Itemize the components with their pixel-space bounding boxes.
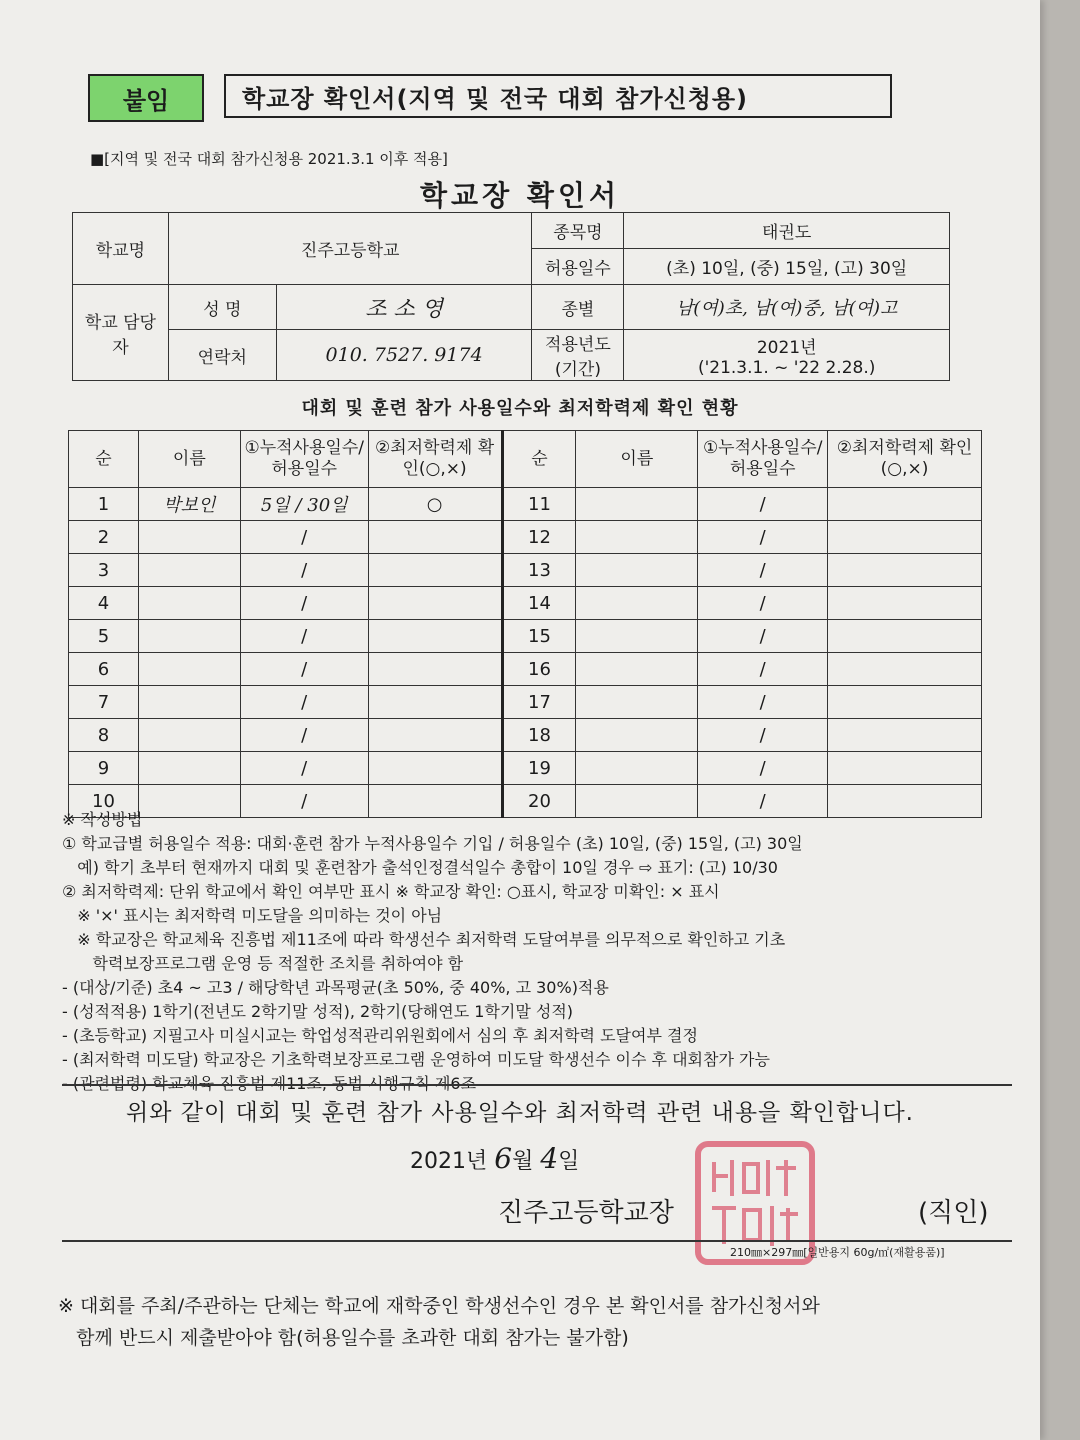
col-no-right: 순 (502, 431, 576, 488)
cell-no: 5 (69, 620, 139, 653)
note-line: - (성적적용) 1학기(전년도 2학기말 성적), 2학기(당해연도 1학기말 성적) (62, 1002, 574, 1021)
cell-no: 4 (69, 587, 139, 620)
col-name-right: 이름 (576, 431, 698, 488)
cell-name (576, 587, 698, 620)
table-row (69, 587, 982, 620)
cell-check (828, 752, 982, 785)
note-line: ※ 학교장은 학교체육 진흥법 제11조에 따라 학생선수 최저학력 도달여부를 의무적으로 확인하고 기초 (62, 930, 786, 949)
cell-name (138, 620, 240, 653)
cell-name (576, 653, 698, 686)
cell-days: / (698, 554, 828, 587)
cell-check (828, 554, 982, 587)
cell-days: / (240, 554, 368, 587)
event-label: 종목명 (532, 213, 624, 249)
cell-check (368, 587, 502, 620)
cell-days: / (698, 620, 828, 653)
cell-name: 박보인 (138, 488, 240, 521)
cell-days: / (698, 785, 828, 818)
note-line: ① 학교급별 허용일수 적용: 대회·훈련 참가 누적사용일수 기입 / 허용일수 (초) 10일, (중) 15일, (고) 30일 (62, 834, 803, 853)
year-value: 2021년 (756, 337, 817, 358)
cell-name (138, 521, 240, 554)
cell-days: / (240, 653, 368, 686)
cell-no: 16 (502, 653, 576, 686)
school-value: 진주고등학교 (168, 213, 532, 285)
cell-days: / (240, 686, 368, 719)
cell-check (368, 521, 502, 554)
note-line: - (관련법령) 학교체육 진흥법 제11조, 동법 시행규칙 제6조 (62, 1074, 477, 1093)
info-table (72, 212, 950, 381)
cell-no: 18 (502, 719, 576, 752)
cell-days: / (240, 620, 368, 653)
cell-no: 1 (69, 488, 139, 521)
cell-check (828, 620, 982, 653)
cell-no: 7 (69, 686, 139, 719)
cell-check (368, 719, 502, 752)
cell-no: 14 (502, 587, 576, 620)
col-no: 순 (69, 431, 139, 488)
allowed-days-label: 허용일수 (532, 249, 624, 285)
cell-name (576, 719, 698, 752)
document-title: 학교장 확인서 (419, 179, 621, 212)
name-label: 성 명 (168, 285, 276, 330)
cell-no: 9 (69, 752, 139, 785)
cell-name (138, 719, 240, 752)
cell-days: / (240, 785, 368, 818)
cell-check (368, 752, 502, 785)
cell-no: 10 (69, 785, 139, 818)
cell-name (138, 587, 240, 620)
paper-spec: 210㎜×297㎜[일반용지 60g/㎡(재활용품)] (730, 1246, 945, 1259)
cell-check (828, 686, 982, 719)
cell-no: 15 (502, 620, 576, 653)
date-day: 4 (540, 1142, 559, 1175)
instructions (62, 808, 1002, 1096)
date-day-unit: 일 (558, 1149, 580, 1174)
cell-days: / (698, 752, 828, 785)
cell-check (368, 686, 502, 719)
note-line: - (대상/기준) 초4 ~ 고3 / 해당학년 과목평균(초 50%, 중 40%, 고 30%)적용 (62, 978, 609, 997)
cell-name (138, 752, 240, 785)
col-days-right: ①누적사용일수/허용일수 (698, 431, 828, 488)
type-value: 남(여)초, 남(여)중, 남(여)고 (624, 285, 950, 330)
cell-check (828, 653, 982, 686)
header-title: 학교장 확인서(지역 및 전국 대회 참가신청용) (224, 74, 892, 118)
cell-no: 12 (502, 521, 576, 554)
cell-days: / (240, 752, 368, 785)
cell-check (828, 719, 982, 752)
school-label: 학교명 (73, 213, 169, 285)
cell-days: 5일 / 30일 (240, 488, 368, 521)
cell-no: 8 (69, 719, 139, 752)
cell-check (368, 554, 502, 587)
manager-label: 학교 담당자 (73, 285, 169, 381)
cell-no: 2 (69, 521, 139, 554)
type-label: 종별 (532, 285, 624, 330)
contact-label: 연락처 (168, 330, 276, 381)
confirmation-statement: 위와 같이 대회 및 훈련 참가 사용일수와 최저학력 관련 내용을 확인합니다. (126, 1100, 914, 1126)
signer-name: 진주고등학교장 (498, 1198, 674, 1228)
cell-days: / (240, 587, 368, 620)
document-header (88, 74, 892, 122)
col-check-right: ②최저학력제 확인(○,×) (828, 431, 982, 488)
allowed-days-value: (초) 10일, (중) 15일, (고) 30일 (624, 249, 950, 285)
cell-no: 17 (502, 686, 576, 719)
signature-date (410, 1142, 579, 1175)
table-row (69, 719, 982, 752)
col-days: ①누적사용일수/허용일수 (240, 431, 368, 488)
cell-no: 3 (69, 554, 139, 587)
table-row (69, 554, 982, 587)
cell-no: 19 (502, 752, 576, 785)
year-label: 적용년도 (기간) (532, 330, 624, 381)
contact-value: 010. 7527. 9174 (276, 330, 532, 381)
cell-name (138, 554, 240, 587)
note-line: 예) 학기 초부터 현재까지 대회 및 훈련참가 출석인정결석일수 총합이 10일 경우 ⇨ 표기: (고) 10/30 (62, 858, 778, 877)
attachment-tag: 붙임 (88, 74, 204, 122)
date-year: 2021년 (410, 1149, 488, 1174)
divider (62, 1240, 1012, 1242)
cell-days: / (698, 719, 828, 752)
table-row (69, 752, 982, 785)
cell-name (138, 653, 240, 686)
cell-check (828, 521, 982, 554)
cell-name (576, 620, 698, 653)
date-month-unit: 월 (512, 1149, 534, 1174)
date-month: 6 (494, 1142, 513, 1175)
footnote (58, 1290, 1008, 1354)
cell-no: 13 (502, 554, 576, 587)
cell-name (576, 554, 698, 587)
table-header-row (69, 431, 982, 488)
period-value: ('21.3.1. ~ '22 2.28.) (697, 357, 876, 378)
cell-days: / (698, 686, 828, 719)
col-name: 이름 (138, 431, 240, 488)
cell-name (138, 686, 240, 719)
cell-check (368, 653, 502, 686)
cell-days: / (698, 488, 828, 521)
seal-label: (직인) (918, 1198, 989, 1228)
note-line: - (최저학력 미도달) 학교장은 기초학력보장프로그램 운영하여 미도달 학생선수 이수 후 대회참가 가능 (62, 1050, 770, 1069)
table-row (69, 653, 982, 686)
cell-days: / (698, 587, 828, 620)
table-row (69, 488, 982, 521)
footnote-line: ※ 대회를 주최/주관하는 단체는 학교에 재학중인 학생선수인 경우 본 확인서를 참가신청서와 (58, 1295, 820, 1317)
table-row (69, 521, 982, 554)
participation-table (68, 430, 982, 818)
cell-check (368, 620, 502, 653)
cell-no: 6 (69, 653, 139, 686)
cell-no: 11 (502, 488, 576, 521)
col-check: ②최저학력제 확인(○,×) (368, 431, 502, 488)
note-line: - (초등학교) 지필고사 미실시교는 학업성적관리위원회에서 심의 후 최저학력 도달여부 결정 (62, 1026, 698, 1045)
note-line: ② 최저학력제: 단위 학교에서 확인 여부만 표시 ※ 학교장 확인: ○표시, 학교장 미확인: × 표시 (62, 882, 720, 901)
cell-check (828, 587, 982, 620)
divider (62, 1084, 1012, 1086)
cell-days: / (698, 653, 828, 686)
cell-name (576, 488, 698, 521)
cell-name (576, 521, 698, 554)
note-line: 학력보장프로그램 운영 등 적절한 조치를 취하여야 함 (62, 954, 464, 973)
footnote-line: 함께 반드시 제출받아야 함(허용일수를 초과한 대회 참가는 불가함) (58, 1327, 629, 1349)
cell-name (576, 752, 698, 785)
table-row (69, 686, 982, 719)
name-value: 조 소 영 (276, 285, 532, 330)
cell-check (828, 488, 982, 521)
list-section-title: 대회 및 훈련 참가 사용일수와 최저학력제 확인 현황 (301, 398, 739, 419)
cell-days: / (240, 719, 368, 752)
year-cell (624, 330, 950, 381)
cell-days: / (698, 521, 828, 554)
cell-name (576, 686, 698, 719)
note-line: ※ 작성방법 (62, 810, 143, 829)
event-value: 태권도 (624, 213, 950, 249)
note-line: ※ '×' 표시는 최저학력 미도달을 의미하는 것이 아님 (62, 906, 443, 925)
applicability-note: ■[지역 및 전국 대회 참가신청용 2021.3.1 이후 적용] (90, 150, 448, 168)
cell-check: ○ (368, 488, 502, 521)
table-row (69, 620, 982, 653)
cell-days: / (240, 521, 368, 554)
cell-no: 20 (502, 785, 576, 818)
